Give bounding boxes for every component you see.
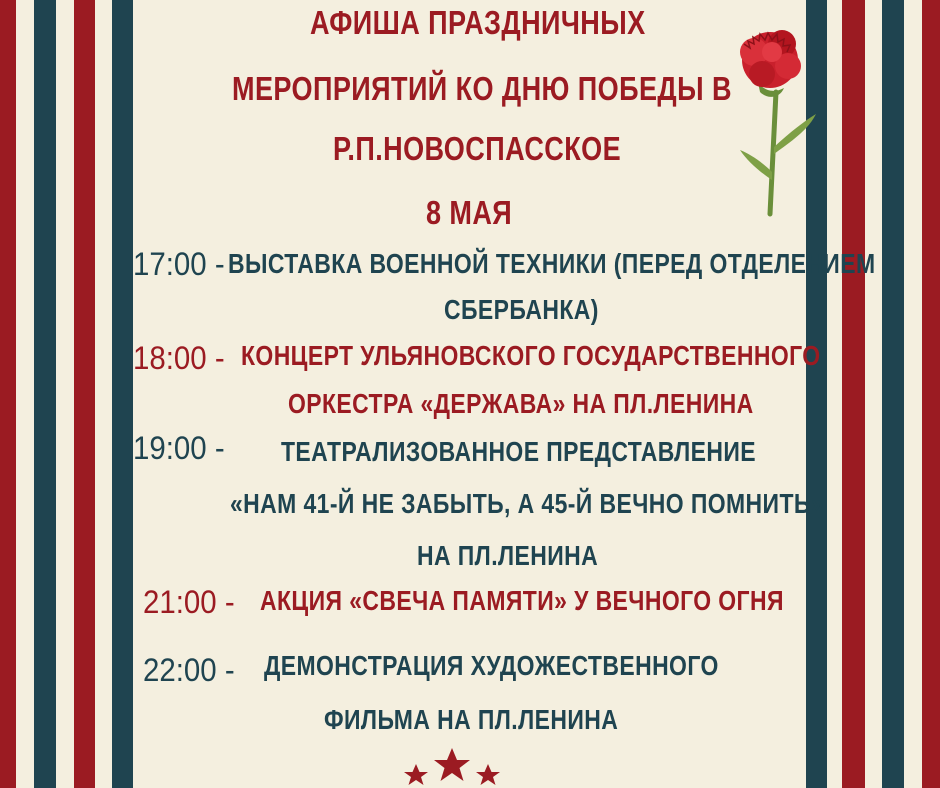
left-stripe-red-1 bbox=[0, 0, 16, 788]
right-stripe-navy-2 bbox=[882, 0, 904, 788]
left-stripe-navy-2 bbox=[112, 0, 133, 788]
event-desc-1700-line2: СБЕРБАНКА) bbox=[444, 294, 599, 325]
right-stripe-red-2 bbox=[922, 0, 940, 788]
left-stripe-red-2 bbox=[74, 0, 95, 788]
event-desc-1800-line1: КОНЦЕРТ УЛЬЯНОВСКОГО ГОСУДАРСТВЕННОГО bbox=[241, 340, 821, 371]
red-carnation-icon bbox=[718, 22, 828, 222]
title-line-2: МЕРОПРИЯТИЙ КО ДНЮ ПОБЕДЫ В bbox=[232, 70, 732, 107]
event-time-2100: 21:00 - bbox=[143, 584, 235, 620]
event-desc-1800-line2: ОРКЕСТРА «ДЕРЖАВА» НА ПЛ.ЛЕНИНА bbox=[288, 388, 754, 419]
event-desc-2200-line1: ДЕМОНСТРАЦИЯ ХУДОЖЕСТВЕННОГО bbox=[264, 650, 719, 681]
event-desc-1900-line1: ТЕАТРАЛИЗОВАННОЕ ПРЕДСТАВЛЕНИЕ bbox=[281, 436, 757, 467]
title-line-3: Р.П.НОВОСПАССКОЕ bbox=[333, 130, 622, 167]
event-desc-1700-line1: ВЫСТАВКА ВОЕННОЙ ТЕХНИКИ (ПЕРЕД ОТДЕЛЕНИЕМ bbox=[228, 248, 876, 279]
right-stripe-red-1 bbox=[842, 0, 865, 788]
event-desc-1900-line3: НА ПЛ.ЛЕНИНА bbox=[417, 540, 599, 571]
left-stripe-navy-1 bbox=[34, 0, 56, 788]
event-time-2200: 22:00 - bbox=[143, 652, 235, 688]
event-time-1900: 19:00 - bbox=[133, 430, 225, 466]
event-date: 8 МАЯ bbox=[426, 194, 513, 231]
event-desc-2200-line2: ФИЛЬМА НА ПЛ.ЛЕНИНА bbox=[324, 704, 619, 735]
event-time-1700: 17:00 - bbox=[133, 246, 225, 282]
three-stars-icon bbox=[400, 744, 504, 788]
event-desc-1900-line2: «НАМ 41-Й НЕ ЗАБЫТЬ, А 45-Й ВЕЧНО ПОМНИТЬ» bbox=[230, 488, 824, 519]
event-time-1800: 18:00 - bbox=[133, 340, 225, 376]
event-desc-2100-line1: АКЦИЯ «СВЕЧА ПАМЯТИ» У ВЕЧНОГО ОГНЯ bbox=[260, 585, 784, 616]
title-line-1: АФИША ПРАЗДНИЧНЫХ bbox=[310, 4, 646, 41]
